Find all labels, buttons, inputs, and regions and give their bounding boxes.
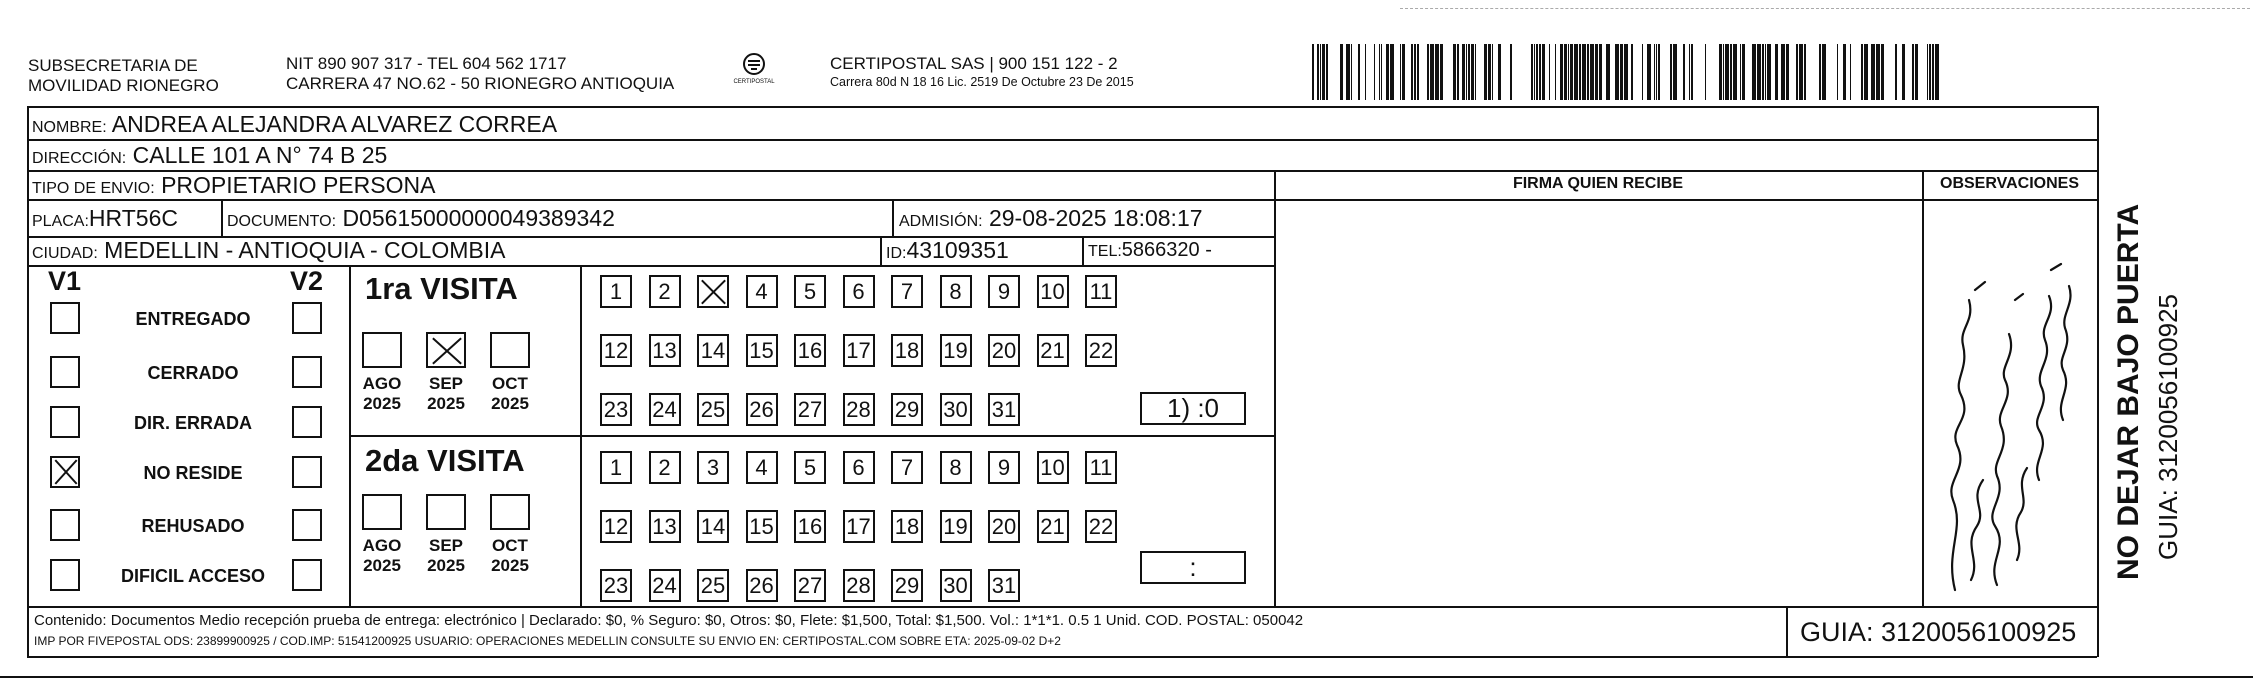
barcode-bar: [1346, 44, 1350, 100]
day-box[interactable]: 25: [697, 393, 729, 426]
day-box[interactable]: 26: [746, 569, 778, 602]
barcode-bar: [1374, 44, 1375, 100]
barcode-bar: [1400, 44, 1401, 100]
month-name: SEP: [428, 374, 464, 393]
day-box[interactable]: 23: [600, 393, 632, 426]
month-label: [480, 536, 540, 576]
reason-label: REHUSADO: [141, 516, 245, 536]
barcode-bar: [1539, 44, 1541, 100]
day-box[interactable]: 18: [891, 334, 923, 367]
day-box[interactable]: 2: [649, 451, 681, 484]
barcode-bar: [1804, 44, 1806, 100]
barcode-bar: [1843, 44, 1846, 100]
day-box[interactable]: 22: [1085, 334, 1117, 367]
month-year: 2025: [491, 556, 529, 575]
barcode-bar: [1705, 44, 1706, 100]
barcode-bar: [1574, 44, 1578, 100]
month-label: [416, 374, 476, 414]
barcode-bar: [1430, 44, 1434, 100]
v2-label: V2: [290, 266, 324, 296]
form-left: [27, 106, 29, 657]
v1-checkbox[interactable]: [50, 406, 80, 438]
day-box[interactable]: 4: [746, 451, 778, 484]
day-box[interactable]: 14: [697, 510, 729, 543]
day-box[interactable]: 22: [1085, 510, 1117, 543]
barcode-bar: [1719, 44, 1722, 100]
barcode-bar: [1932, 44, 1934, 100]
barcode-bar: [1468, 44, 1470, 100]
barcode-bar: [1765, 44, 1766, 100]
barcode-bar: [1381, 44, 1382, 100]
tel-value: 5866320 -: [1121, 239, 1212, 261]
id-field: [886, 236, 1009, 268]
form-bottom: [27, 656, 2097, 658]
v2-checkbox[interactable]: [292, 456, 322, 488]
day-box[interactable]: 30: [940, 393, 972, 426]
v1-checkbox[interactable]: [50, 302, 80, 334]
barcode-bar: [1536, 44, 1538, 100]
barcode-bar: [1488, 44, 1491, 100]
barcode-bar: [1606, 44, 1610, 100]
second-visit-time[interactable]: :: [1140, 551, 1246, 584]
v2-checkbox[interactable]: [292, 356, 322, 388]
barcode-bar: [1861, 44, 1863, 100]
day-box[interactable]: 27: [794, 393, 826, 426]
plate-field: [32, 204, 178, 236]
barcode-bar: [1624, 44, 1628, 100]
day-box[interactable]: 13: [649, 334, 681, 367]
barcode-bar: [1822, 44, 1826, 100]
side-warning: NO DEJAR BAJO PUERTA: [2112, 203, 2145, 580]
barcode-bar: [1752, 44, 1756, 100]
barcode-bar: [1484, 44, 1487, 100]
day-box[interactable]: 21: [1037, 510, 1069, 543]
top-edge: [1400, 8, 2250, 9]
month-name: OCT: [492, 374, 528, 393]
v2-checkbox[interactable]: [292, 302, 322, 334]
day-box[interactable]: 16: [794, 334, 826, 367]
barcode-bar: [1599, 44, 1602, 100]
barcode-bar: [1542, 44, 1545, 100]
city-label: CIUDAD:: [32, 245, 98, 262]
address-line: CARRERA 47 NO.62 - 50 RIONEGRO ANTIOQUIA: [286, 74, 675, 93]
barcode-bar: [1457, 44, 1459, 100]
day-box[interactable]: 8: [940, 451, 972, 484]
day-box[interactable]: 31: [988, 393, 1020, 426]
sign-left: [1274, 170, 1276, 607]
handwritten-observation: [1935, 230, 2085, 600]
month-year: 2025: [427, 556, 465, 575]
month-name: AGO: [362, 536, 402, 555]
day-box[interactable]: 2: [649, 275, 681, 308]
certipostal-logo: [730, 52, 778, 92]
day-box[interactable]: 16: [794, 510, 826, 543]
reason-label: NO RESIDE: [143, 463, 243, 483]
barcode-bar: [1564, 44, 1567, 100]
adm-sep: [892, 199, 894, 236]
barcode-bar: [1340, 44, 1343, 100]
reason-label: ENTREGADO: [135, 309, 251, 329]
day-box[interactable]: 20: [988, 510, 1020, 543]
id-label: ID:: [886, 245, 907, 262]
admission-value: 29-08-2025 18:08:17: [988, 205, 1203, 231]
day-box[interactable]: [697, 275, 729, 308]
barcode-bar: [1881, 44, 1884, 100]
nit-line: NIT 890 907 317 - TEL 604 562 1717: [286, 54, 567, 73]
barcode-bar: [1757, 44, 1761, 100]
first-visit-title: 1ra VISITA: [365, 271, 518, 306]
day-box[interactable]: 15: [746, 334, 778, 367]
name-value: ANDREA ALEJANDRA ALVAREZ CORREA: [111, 111, 558, 137]
day-box[interactable]: 5: [794, 275, 826, 308]
barcode-bar: [1730, 44, 1732, 100]
issuer-line2: MOVILIDAD RIONEGRO: [28, 76, 219, 95]
barcode-bar: [1647, 44, 1651, 100]
barcode-bar: [1683, 44, 1685, 100]
footer-guide: GUIA: 3120056100925: [1800, 617, 2077, 647]
barcode-bar: [1386, 44, 1389, 100]
city-value: MEDELLIN - ANTIOQUIA - COLOMBIA: [104, 237, 506, 263]
v1-checkbox[interactable]: [50, 559, 80, 591]
name-label: NOMBRE:: [32, 119, 107, 136]
barcode-bar: [1762, 44, 1764, 100]
day-box[interactable]: 18: [891, 510, 923, 543]
day-box[interactable]: 8: [940, 275, 972, 308]
sign-header: FIRMA QUIEN RECIBE: [1512, 175, 1684, 192]
day-box[interactable]: 17: [843, 334, 875, 367]
day-box[interactable]: 3: [697, 451, 729, 484]
issuer-name: [28, 56, 219, 96]
bottom-edge: [0, 676, 2253, 678]
barcode-bar: [1895, 44, 1897, 100]
document-value: D05615000000049389342: [342, 205, 615, 231]
city-field: [32, 236, 505, 268]
courier-line2: Carrera 80d N 18 16 Lic. 2519 De Octubre 23 De 2015: [830, 75, 1134, 89]
type-field: [32, 171, 435, 203]
barcode-bar: [1876, 44, 1880, 100]
barcode-bar: [1560, 44, 1563, 100]
day-box[interactable]: 9: [988, 275, 1020, 308]
day-box[interactable]: 1: [600, 451, 632, 484]
id-value: 43109351: [906, 237, 1009, 263]
day-box[interactable]: 31: [988, 569, 1020, 602]
v2-checkbox[interactable]: [292, 406, 322, 438]
barcode-bar: [1351, 44, 1352, 100]
issuer-line1: SUBSECRETARIA DE: [28, 56, 198, 75]
barcode-bar: [1390, 44, 1394, 100]
month-label: [352, 374, 412, 414]
tel-label: TEL:: [1088, 243, 1122, 260]
day-box[interactable]: 21: [1037, 334, 1069, 367]
barcode-bar: [1767, 44, 1771, 100]
barcode-bar: [1620, 44, 1623, 100]
tel-field: [1088, 236, 1212, 266]
issuer-contact: [286, 54, 674, 94]
barcode-bar: [1498, 44, 1501, 100]
barcode-bar: [1317, 44, 1319, 100]
day-box[interactable]: 28: [843, 393, 875, 426]
day-box[interactable]: 15: [746, 510, 778, 543]
day-box[interactable]: 29: [891, 569, 923, 602]
day-box[interactable]: 11: [1085, 275, 1117, 308]
day-box[interactable]: 10: [1037, 451, 1069, 484]
address-field: [32, 141, 387, 173]
month-checkbox[interactable]: [490, 332, 530, 368]
barcode-bar: [1819, 44, 1821, 100]
barcode-bar: [1799, 44, 1803, 100]
footer-imp: IMP POR FIVEPOSTAL ODS: 23899900925 / COD.IMP: 51541200925 USUARIO: OPERACIONES MEDELLIN CONSULTE SU ENVIO EN: CERTIPOSTAL.COM SOBRE ETA: 2025-09-02 D+2: [34, 634, 1061, 648]
barcode-bar: [1587, 44, 1589, 100]
month-name: OCT: [492, 536, 528, 555]
barcode-bar: [1912, 44, 1914, 100]
grid-mid: [349, 435, 1274, 437]
barcode-bar: [1742, 44, 1745, 100]
name-field: [32, 110, 557, 142]
barcode-bar: [1864, 44, 1868, 100]
day-box[interactable]: 26: [746, 393, 778, 426]
barcode-bar: [1850, 44, 1851, 100]
barcode-bar: [1781, 44, 1785, 100]
barcode-bar: [1590, 44, 1594, 100]
v2-checkbox[interactable]: [292, 559, 322, 591]
v1-label: V1: [48, 266, 82, 296]
barcode-bar: [1656, 44, 1657, 100]
day-box[interactable]: 23: [600, 569, 632, 602]
month-checkbox[interactable]: [490, 494, 530, 530]
barcode-bar: [1555, 44, 1556, 100]
barcode-bar: [1670, 44, 1672, 100]
barcode: [1312, 44, 1942, 100]
barcode-bar: [1358, 44, 1360, 100]
barcode-bar: [1365, 44, 1366, 100]
day-box[interactable]: 12: [600, 334, 632, 367]
logo-icon: [739, 52, 769, 76]
barcode-bar: [1427, 44, 1429, 100]
barcode-bar: [1658, 44, 1660, 100]
barcode-bar: [1322, 44, 1325, 100]
side-guide: GUIA: 3120056100925: [2153, 294, 2183, 560]
barcode-bar: [1510, 44, 1512, 100]
barcode-bar: [1312, 44, 1314, 100]
first-visit-time[interactable]: 1) :0: [1140, 392, 1246, 425]
barcode-bar: [1492, 44, 1493, 100]
barcode-bar: [1723, 44, 1724, 100]
second-visit-title: 2da VISITA: [365, 443, 525, 478]
barcode-bar: [1654, 44, 1655, 100]
plate-label: PLACA:: [32, 213, 89, 230]
barcode-bar: [1475, 44, 1476, 100]
barcode-bar: [1691, 44, 1693, 100]
admission-label: ADMISIÓN:: [899, 213, 983, 230]
day-box[interactable]: 5: [794, 451, 826, 484]
barcode-bar: [1568, 44, 1569, 100]
barcode-bar: [1582, 44, 1586, 100]
address-value: CALLE 101 A N° 74 B 25: [132, 142, 388, 168]
month-year: 2025: [363, 556, 401, 575]
barcode-bar: [1689, 44, 1690, 100]
barcode-bar: [1786, 44, 1789, 100]
id-sep: [880, 236, 882, 265]
barcode-bar: [1570, 44, 1573, 100]
v2-sep: [349, 265, 351, 606]
day-box[interactable]: 30: [940, 569, 972, 602]
courier-line1: CERTIPOSTAL SAS | 900 151 122 - 2: [830, 54, 1118, 73]
day-box[interactable]: 12: [600, 510, 632, 543]
barcode-bar: [1471, 44, 1474, 100]
barcode-bar: [1725, 44, 1729, 100]
form-top: [27, 106, 2097, 108]
barcode-bar: [1531, 44, 1533, 100]
day-box[interactable]: 20: [988, 334, 1020, 367]
barcode-bar: [1642, 44, 1643, 100]
admission-field: [899, 204, 1203, 236]
barcode-bar: [1462, 44, 1465, 100]
day-box[interactable]: 19: [940, 510, 972, 543]
barcode-bar: [1466, 44, 1467, 100]
month-year: 2025: [491, 394, 529, 413]
type-value: PROPIETARIO PERSONA: [161, 172, 436, 198]
v1-checkbox[interactable]: [50, 509, 80, 541]
barcode-bar: [1595, 44, 1598, 100]
barcode-bar: [1929, 44, 1931, 100]
barcode-bar: [1411, 44, 1413, 100]
barcode-bar: [1549, 44, 1550, 100]
day-box[interactable]: 6: [843, 451, 875, 484]
day-box[interactable]: 28: [843, 569, 875, 602]
form-right: [2097, 106, 2099, 657]
footer-guide-sep: [1786, 606, 1788, 656]
day-box[interactable]: 25: [697, 569, 729, 602]
day-box[interactable]: 4: [746, 275, 778, 308]
tel-sep: [1082, 236, 1084, 265]
month-checkbox[interactable]: [362, 332, 402, 368]
barcode-graphic: [1312, 44, 1942, 100]
day-box[interactable]: 24: [649, 569, 681, 602]
barcode-bar: [1402, 44, 1405, 100]
month-name: SEP: [428, 536, 464, 555]
day-box[interactable]: 29: [891, 393, 923, 426]
document-label: DOCUMENTO:: [227, 213, 337, 230]
barcode-bar: [1435, 44, 1439, 100]
day-box[interactable]: 19: [940, 334, 972, 367]
months-sep: [580, 265, 582, 606]
barcode-bar: [1935, 44, 1939, 100]
month-checkbox[interactable]: [426, 332, 466, 368]
barcode-bar: [1326, 44, 1328, 100]
day-box[interactable]: 1: [600, 275, 632, 308]
month-year: 2025: [427, 394, 465, 413]
barcode-bar: [1579, 44, 1581, 100]
v2-checkbox[interactable]: [292, 509, 322, 541]
barcode-bar: [1320, 44, 1321, 100]
handwriting-graphic: [1935, 230, 2085, 600]
v1-checkbox[interactable]: [50, 356, 80, 388]
barcode-bar: [1740, 44, 1741, 100]
barcode-bar: [1837, 44, 1838, 100]
barcode-bar: [1871, 44, 1875, 100]
barcode-bar: [1733, 44, 1737, 100]
day-box[interactable]: 6: [843, 275, 875, 308]
month-label: [480, 374, 540, 414]
v1-checkbox[interactable]: [50, 456, 80, 488]
barcode-bar: [1775, 44, 1778, 100]
day-box[interactable]: 24: [649, 393, 681, 426]
barcode-bar: [1915, 44, 1918, 100]
day-box[interactable]: 14: [697, 334, 729, 367]
month-checkbox[interactable]: [362, 494, 402, 530]
day-box[interactable]: 10: [1037, 275, 1069, 308]
logo-text: CERTIPOSTAL: [733, 79, 775, 85]
footer-contents: Contenido: Documentos Medio recepción prueba de entrega: electrónico | Declarado: $0, % Seguro: $0, Otros: $0, Flete: $1,500, Total: $1,500. Vol.: 1*1*1. 0.5 1 Unid. COD. POSTAL: 050042: [34, 612, 1304, 629]
barcode-bar: [1673, 44, 1677, 100]
reason-label: CERRADO: [147, 363, 239, 383]
day-box[interactable]: 13: [649, 510, 681, 543]
barcode-bar: [1534, 44, 1535, 100]
barcode-bar: [1453, 44, 1456, 100]
month-label: [416, 536, 476, 576]
barcode-bar: [1440, 44, 1443, 100]
barcode-bar: [1414, 44, 1416, 100]
day-box[interactable]: 7: [891, 275, 923, 308]
day-box[interactable]: 7: [891, 451, 923, 484]
barcode-bar: [1417, 44, 1419, 100]
barcode-bar: [1631, 44, 1633, 100]
month-label: [352, 536, 412, 576]
day-box[interactable]: 9: [988, 451, 1020, 484]
month-year: 2025: [363, 394, 401, 413]
address-label: DIRECCIÓN:: [32, 150, 127, 167]
document-field: [227, 204, 615, 236]
month-name: AGO: [362, 374, 402, 393]
type-label: TIPO DE ENVIO:: [32, 180, 155, 197]
barcode-bar: [1927, 44, 1928, 100]
courier-info: [830, 54, 1134, 91]
barcode-bar: [1796, 44, 1798, 100]
barcode-bar: [1615, 44, 1619, 100]
day-box[interactable]: 17: [843, 510, 875, 543]
reason-label: DIR. ERRADA: [133, 413, 252, 433]
day-box[interactable]: 27: [794, 569, 826, 602]
obs-header: OBSERVACIONES: [1940, 175, 2079, 192]
barcode-bar: [1902, 44, 1905, 100]
reason-label: DIFICIL ACCESO: [120, 566, 265, 586]
plate-sep: [221, 199, 223, 236]
plate-value: HRT56C: [88, 205, 178, 231]
barcode-bar: [1379, 44, 1380, 100]
day-box[interactable]: 11: [1085, 451, 1117, 484]
month-checkbox[interactable]: [426, 494, 466, 530]
obs-left: [1922, 170, 1924, 607]
